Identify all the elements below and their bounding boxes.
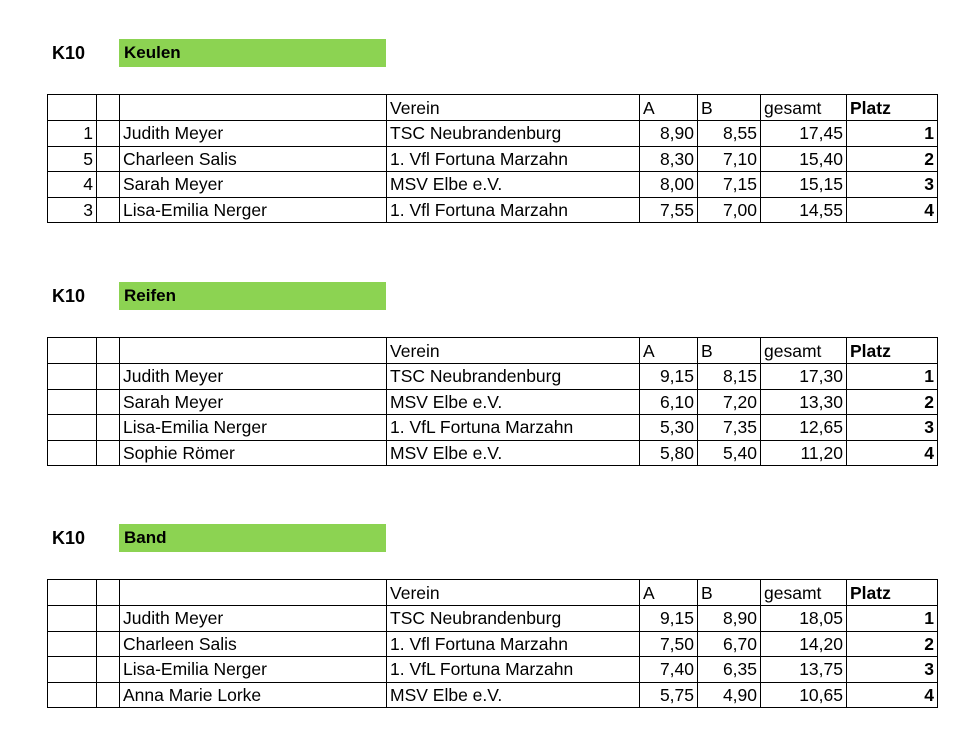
header-name-cell: [120, 580, 387, 606]
spacer-cell: [97, 146, 120, 172]
athlete-name: Judith Meyer: [120, 606, 387, 632]
score-b: 4,90: [698, 682, 761, 708]
score-a: 7,50: [640, 631, 698, 657]
start-number: [48, 682, 97, 708]
start-number: [48, 631, 97, 657]
spacer-cell: [97, 389, 120, 415]
header-spacer-cell: [97, 580, 120, 606]
score-total: 13,30: [761, 389, 847, 415]
score-total: 18,05: [761, 606, 847, 632]
placement: 1: [847, 121, 938, 147]
score-b: 8,15: [698, 364, 761, 390]
club-name: MSV Elbe e.V.: [387, 172, 640, 198]
spacer-cell: [97, 657, 120, 683]
spacer-cell: [97, 682, 120, 708]
athlete-name: Sarah Meyer: [120, 172, 387, 198]
club-name: 1. Vfl Fortuna Marzahn: [387, 197, 640, 223]
athlete-name: Judith Meyer: [120, 121, 387, 147]
header-b: B: [698, 95, 761, 121]
score-b: 7,20: [698, 389, 761, 415]
header-verein: Verein: [387, 580, 640, 606]
placement: 3: [847, 172, 938, 198]
score-b: 5,40: [698, 440, 761, 466]
score-total: 13,75: [761, 657, 847, 683]
start-number: 4: [48, 172, 97, 198]
club-name: TSC Neubrandenburg: [387, 606, 640, 632]
spacer-cell: [97, 440, 120, 466]
spacer-cell: [97, 172, 120, 198]
spacer-cell: [97, 606, 120, 632]
score-total: 17,30: [761, 364, 847, 390]
class-label: K10: [52, 43, 86, 63]
header-spacer-cell: [97, 338, 120, 364]
header-platz: Platz: [847, 580, 938, 606]
header-name-cell: [120, 338, 387, 364]
class-label: K10: [52, 286, 86, 306]
header-nr-cell: [48, 580, 97, 606]
header-verein: Verein: [387, 338, 640, 364]
spacer-cell: [97, 631, 120, 657]
spacer-cell: [97, 364, 120, 390]
table-row: [48, 389, 938, 415]
score-total: 14,20: [761, 631, 847, 657]
placement: 2: [847, 146, 938, 172]
club-name: 1. Vfl Fortuna Marzahn: [387, 631, 640, 657]
header-b: B: [698, 338, 761, 364]
club-name: MSV Elbe e.V.: [387, 389, 640, 415]
score-total: 15,40: [761, 146, 847, 172]
athlete-name: Lisa-Emilia Nerger: [120, 657, 387, 683]
header-gesamt: gesamt: [761, 338, 847, 364]
spacer-cell: [97, 197, 120, 223]
placement: 1: [847, 364, 938, 390]
table-row: [48, 172, 938, 198]
score-a: 9,15: [640, 606, 698, 632]
table-row: [48, 197, 938, 223]
athlete-name: Sophie Römer: [120, 440, 387, 466]
results-table: [47, 94, 938, 223]
header-nr-cell: [48, 95, 97, 121]
table-row: [48, 364, 938, 390]
score-a: 8,90: [640, 121, 698, 147]
placement: 4: [847, 197, 938, 223]
table-row: [48, 657, 938, 683]
header-gesamt: gesamt: [761, 95, 847, 121]
score-a: 6,10: [640, 389, 698, 415]
header-verein: Verein: [387, 95, 640, 121]
table-row: [48, 631, 938, 657]
athlete-name: Sarah Meyer: [120, 389, 387, 415]
table-row: [48, 415, 938, 441]
start-number: [48, 657, 97, 683]
discipline-title: Keulen: [119, 39, 386, 67]
score-b: 7,10: [698, 146, 761, 172]
placement: 3: [847, 415, 938, 441]
table-row: [48, 606, 938, 632]
score-total: 10,65: [761, 682, 847, 708]
spacer-cell: [97, 121, 120, 147]
discipline-title: Band: [119, 524, 386, 552]
placement: 3: [847, 657, 938, 683]
table-header-row: [48, 338, 938, 364]
score-total: 12,65: [761, 415, 847, 441]
club-name: MSV Elbe e.V.: [387, 682, 640, 708]
placement: 2: [847, 631, 938, 657]
score-total: 11,20: [761, 440, 847, 466]
athlete-name: Anna Marie Lorke: [120, 682, 387, 708]
start-number: 3: [48, 197, 97, 223]
table-header-row: [48, 95, 938, 121]
club-name: TSC Neubrandenburg: [387, 121, 640, 147]
header-a: A: [640, 338, 698, 364]
athlete-name: Lisa-Emilia Nerger: [120, 197, 387, 223]
header-nr-cell: [48, 338, 97, 364]
placement: 2: [847, 389, 938, 415]
table-row: [48, 682, 938, 708]
score-total: 15,15: [761, 172, 847, 198]
club-name: 1. VfL Fortuna Marzahn: [387, 657, 640, 683]
placement: 4: [847, 682, 938, 708]
placement: 4: [847, 440, 938, 466]
results-table: [47, 579, 938, 708]
start-number: [48, 389, 97, 415]
placement: 1: [847, 606, 938, 632]
header-gesamt: gesamt: [761, 580, 847, 606]
start-number: [48, 440, 97, 466]
discipline-title: Reifen: [119, 282, 386, 310]
table-row: [48, 146, 938, 172]
score-b: 8,90: [698, 606, 761, 632]
table-row: [48, 440, 938, 466]
club-name: MSV Elbe e.V.: [387, 440, 640, 466]
results-table: [47, 337, 938, 466]
start-number: 1: [48, 121, 97, 147]
score-a: 5,80: [640, 440, 698, 466]
score-a: 5,75: [640, 682, 698, 708]
score-b: 6,35: [698, 657, 761, 683]
start-number: [48, 415, 97, 441]
athlete-name: Charleen Salis: [120, 146, 387, 172]
spacer-cell: [97, 415, 120, 441]
score-b: 6,70: [698, 631, 761, 657]
athlete-name: Lisa-Emilia Nerger: [120, 415, 387, 441]
score-total: 17,45: [761, 121, 847, 147]
start-number: 5: [48, 146, 97, 172]
header-b: B: [698, 580, 761, 606]
score-a: 8,30: [640, 146, 698, 172]
athlete-name: Judith Meyer: [120, 364, 387, 390]
table-header-row: [48, 580, 938, 606]
header-spacer-cell: [97, 95, 120, 121]
start-number: [48, 606, 97, 632]
club-name: 1. VfL Fortuna Marzahn: [387, 415, 640, 441]
athlete-name: Charleen Salis: [120, 631, 387, 657]
score-total: 14,55: [761, 197, 847, 223]
club-name: 1. Vfl Fortuna Marzahn: [387, 146, 640, 172]
score-b: 7,00: [698, 197, 761, 223]
header-platz: Platz: [847, 95, 938, 121]
header-a: A: [640, 580, 698, 606]
score-b: 7,15: [698, 172, 761, 198]
score-b: 7,35: [698, 415, 761, 441]
score-a: 7,40: [640, 657, 698, 683]
class-label: K10: [52, 528, 86, 548]
header-a: A: [640, 95, 698, 121]
header-platz: Platz: [847, 338, 938, 364]
header-name-cell: [120, 95, 387, 121]
start-number: [48, 364, 97, 390]
table-row: [48, 121, 938, 147]
score-a: 9,15: [640, 364, 698, 390]
score-b: 8,55: [698, 121, 761, 147]
score-a: 5,30: [640, 415, 698, 441]
club-name: TSC Neubrandenburg: [387, 364, 640, 390]
score-a: 7,55: [640, 197, 698, 223]
score-a: 8,00: [640, 172, 698, 198]
